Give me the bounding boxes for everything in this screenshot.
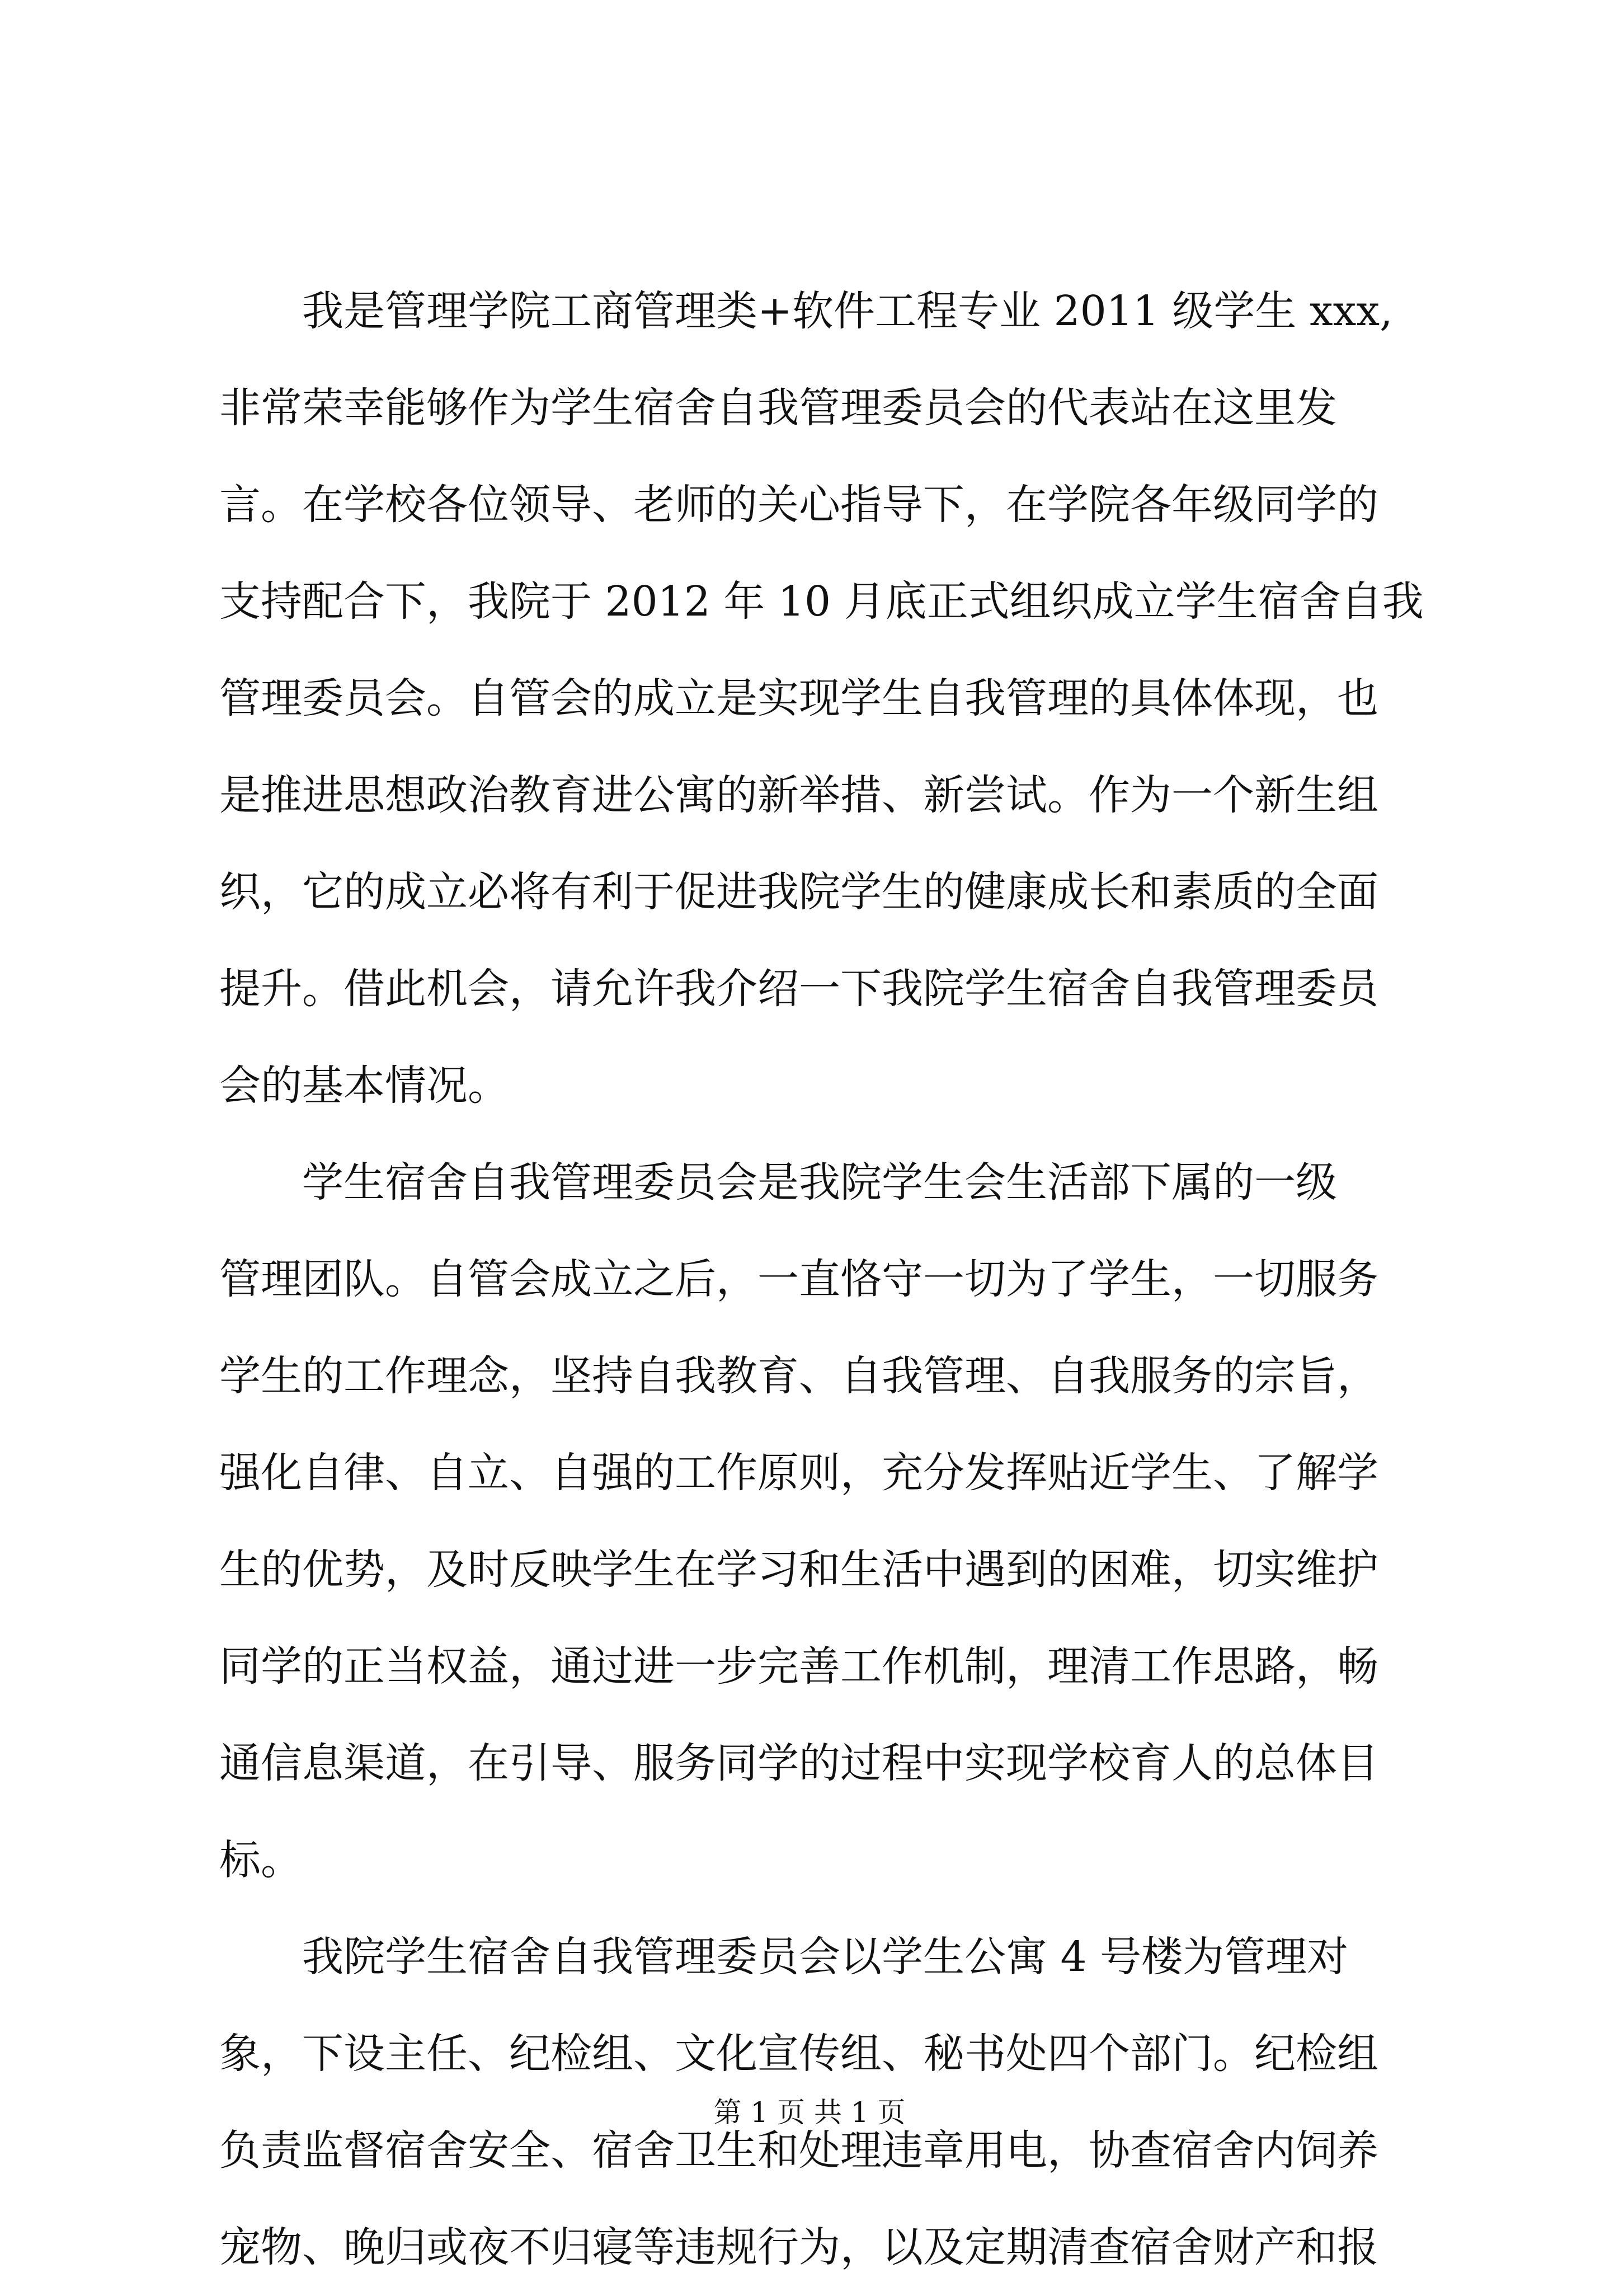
paragraph-line: 提升。借此机会，请允许我介绍一下我院学生宿舍自我管理委员 xyxy=(219,965,1378,1013)
paragraph-2 xyxy=(219,1134,1450,1909)
paragraph-line: 强化自律、自立、自强的工作原则，充分发挥贴近学生、了解学 xyxy=(219,1449,1378,1497)
paragraph-line: 会的基本情况。 xyxy=(219,1062,509,1110)
paragraph-line: 言。在学校各位领导、老师的关心指导下，在学院各年级同学的 xyxy=(219,481,1378,529)
document-body xyxy=(219,263,1450,2296)
paragraph-line: 我是管理学院工商管理类+软件工程专业 2011 级学生 xxx, xyxy=(302,287,1393,335)
paragraph-line: 生的优势，及时反映学生在学习和生活中遇到的困难，切实维护 xyxy=(219,1546,1378,1594)
paragraph-line: 是推进思想政治教育进公寓的新举措、新尝试。作为一个新生组 xyxy=(219,771,1378,819)
paragraph-line: 标。 xyxy=(219,1836,302,1884)
paragraph-line: 宠物、晚归或夜不归寝等违规行为，以及定期清查宿舍财产和报 xyxy=(219,2223,1378,2271)
paragraph-line: 织，它的成立必将有利于促进我院学生的健康成长和素质的全面 xyxy=(219,868,1378,916)
paragraph-line: 负责监督宿舍安全、宿舍卫生和处理违章用电，协查宿舍内饲养 xyxy=(219,2126,1378,2175)
paragraph-line: 管理团队。自管会成立之后，一直恪守一切为了学生，一切服务 xyxy=(219,1255,1378,1303)
page-number-label: 第 1 页 共 1 页 xyxy=(713,2096,906,2129)
paragraph-line: 象，下设主任、纪检组、文化宣传组、秘书处四个部门。纪检组 xyxy=(219,2030,1378,2078)
paragraph-line: 通信息渠道，在引导、服务同学的过程中实现学校育人的总体目 xyxy=(219,1739,1378,1787)
paragraph-line: 支持配合下，我院于 2012 年 10 月底正式组织成立学生宿舍自我 xyxy=(219,577,1424,626)
page-footer xyxy=(0,2093,1619,2132)
paragraph-line: 学生宿舍自我管理委员会是我院学生会生活部下属的一级 xyxy=(302,1158,1337,1206)
paragraph-line: 管理委员会。自管会的成立是实现学生自我管理的具体体现，也 xyxy=(219,674,1378,722)
paragraph-1 xyxy=(219,263,1450,1134)
paragraph-line: 非常荣幸能够作为学生宿舍自我管理委员会的代表站在这里发 xyxy=(219,384,1337,432)
paragraph-line: 同学的正当权益，通过进一步完善工作机制，理清工作思路，畅 xyxy=(219,1642,1378,1691)
paragraph-line: 学生的工作理念，坚持自我教育、自我管理、自我服务的宗旨， xyxy=(219,1352,1378,1400)
paragraph-line: 我院学生宿舍自我管理委员会以学生公寓 4 号楼为管理对 xyxy=(302,1933,1349,1981)
